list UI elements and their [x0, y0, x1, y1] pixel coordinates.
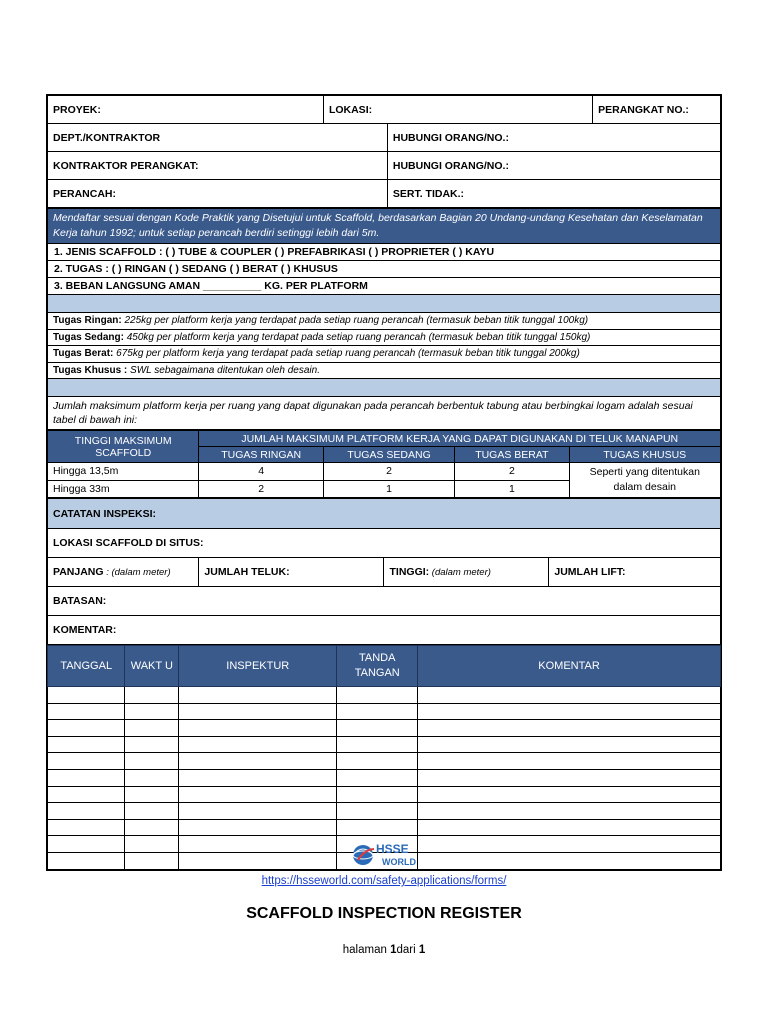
log-cell-tanggal[interactable] — [48, 769, 125, 786]
log-cell-waktu[interactable] — [125, 753, 179, 770]
log-cell-komentar[interactable] — [418, 703, 721, 720]
log-cell-tanda-tangan[interactable] — [337, 720, 418, 737]
log-cell-inspektur[interactable] — [179, 720, 337, 737]
log-cell-waktu[interactable] — [125, 703, 179, 720]
log-cell-komentar[interactable] — [418, 852, 721, 869]
log-cell-waktu[interactable] — [125, 819, 179, 836]
log-cell-tanggal[interactable] — [48, 687, 125, 704]
inspection-table — [47, 498, 721, 645]
tinggi-field[interactable]: TINGGI: (dalam meter) — [384, 558, 549, 587]
log-cell-tanggal[interactable] — [48, 819, 125, 836]
log-cell-komentar[interactable] — [418, 836, 721, 853]
page-indicator: halaman 1dari 1 — [342, 944, 426, 956]
col-tugas-khusus: TUGAS KHUSUS — [569, 447, 720, 463]
row-height: Hingga 13,5m — [48, 463, 199, 481]
log-cell-komentar[interactable] — [418, 753, 721, 770]
option-jenis-scaffold[interactable]: 1. JENIS SCAFFOLD : ( ) TUBE & COUPLER ( ) PREFABRIKASI ( ) PROPRIETER ( ) KAYU — [48, 244, 721, 261]
log-cell-tanggal[interactable] — [48, 852, 125, 869]
catatan-inspeksi-heading: CATATAN INSPEKSI: — [48, 499, 721, 529]
forms-link[interactable]: https://hsseworld.com/safety-applications/forms/ — [261, 875, 507, 887]
log-row — [48, 819, 721, 836]
log-cell-tanda-tangan[interactable] — [337, 786, 418, 803]
hubungi-1-field[interactable]: HUBUNGI ORANG/NO.: — [387, 124, 720, 152]
log-row — [48, 786, 721, 803]
log-cell-tanggal[interactable] — [48, 836, 125, 853]
header-table — [47, 95, 721, 208]
log-row — [48, 753, 721, 770]
inspection-form — [46, 94, 722, 871]
log-cell-inspektur[interactable] — [179, 703, 337, 720]
log-cell-inspektur[interactable] — [179, 852, 337, 869]
log-cell-waktu[interactable] — [125, 720, 179, 737]
col-komentar: KOMENTAR — [418, 646, 721, 687]
page-title: SCAFFOLD INSPECTION REGISTER — [246, 905, 522, 922]
log-cell-komentar[interactable] — [418, 736, 721, 753]
col-tanda-tangan: TANDA TANGAN — [337, 646, 418, 687]
hubungi-2-field[interactable]: HUBUNGI ORANG/NO.: — [387, 152, 720, 180]
log-cell-tanggal[interactable] — [48, 786, 125, 803]
log-cell-inspektur[interactable] — [179, 819, 337, 836]
col-jumlah-maksimum: JUMLAH MAKSIMUM PLATFORM KERJA YANG DAPAT DIGUNAKAN DI TELUK MANAPUN — [199, 431, 721, 447]
log-row — [48, 736, 721, 753]
lokasi-scaffold-field[interactable]: LOKASI SCAFFOLD DI SITUS: — [48, 529, 721, 558]
log-cell-waktu[interactable] — [125, 687, 179, 704]
batasan-field[interactable]: BATASAN: — [48, 587, 721, 616]
log-cell-inspektur[interactable] — [179, 836, 337, 853]
hsse-world-logo — [350, 840, 434, 870]
col-tugas-sedang: TUGAS SEDANG — [323, 447, 454, 463]
logo-text-top: HSSE — [376, 842, 409, 856]
log-row — [48, 803, 721, 820]
jumlah-teluk-field[interactable]: JUMLAH TELUK: — [199, 558, 384, 587]
cell-sedang: 2 — [323, 463, 454, 481]
log-cell-komentar[interactable] — [418, 803, 721, 820]
rules-table — [47, 208, 721, 430]
duty-ringan: Tugas Ringan: 225kg per platform kerja yang terdapat pada setiap ruang perancah (termasuk beban titik tunggal 100kg) — [48, 313, 721, 330]
log-cell-komentar[interactable] — [418, 769, 721, 786]
panjang-field[interactable]: PANJANG : (dalam meter) — [48, 558, 199, 587]
platform-paragraph: Jumlah maksimum platform kerja per ruang yang dapat digunakan pada perancah berbentuk tabung atau berbingkai logam adalah sesuai tabel di bawah ini: — [48, 397, 721, 430]
log-cell-inspektur[interactable] — [179, 803, 337, 820]
cell-khusus: Seperti yang ditentukan dalam desain — [569, 463, 720, 498]
section-divider — [48, 295, 721, 313]
jumlah-lift-field[interactable]: JUMLAH LIFT: — [549, 558, 721, 587]
col-tugas-berat: TUGAS BERAT — [455, 447, 569, 463]
log-row — [48, 703, 721, 720]
log-cell-waktu[interactable] — [125, 786, 179, 803]
proyek-field[interactable]: PROYEK: — [48, 96, 324, 124]
capacity-table — [47, 430, 721, 498]
col-tinggi-maksimum: TINGGI MAKSIMUM SCAFFOLD — [48, 431, 199, 463]
log-cell-tanda-tangan[interactable] — [337, 687, 418, 704]
cell-berat: 1 — [455, 480, 569, 498]
col-tugas-ringan: TUGAS RINGAN — [199, 447, 324, 463]
log-cell-waktu[interactable] — [125, 736, 179, 753]
sert-tidak-field[interactable]: SERT. TIDAK.: — [387, 180, 720, 208]
log-cell-tanggal[interactable] — [48, 736, 125, 753]
log-cell-inspektur[interactable] — [179, 687, 337, 704]
dept-field[interactable]: DEPT./KONTRAKTOR — [48, 124, 388, 152]
log-cell-tanda-tangan[interactable] — [337, 803, 418, 820]
log-cell-waktu[interactable] — [125, 852, 179, 869]
col-inspektur: INSPEKTUR — [179, 646, 337, 687]
lokasi-field[interactable]: LOKASI: — [323, 96, 592, 124]
komentar-field[interactable]: KOMENTAR: — [48, 616, 721, 645]
globe-icon — [350, 840, 434, 870]
log-cell-inspektur[interactable] — [179, 753, 337, 770]
log-cell-waktu[interactable] — [125, 836, 179, 853]
log-cell-komentar[interactable] — [418, 687, 721, 704]
regulation-note: Mendaftar sesuai dengan Kode Praktik yang Disetujui untuk Scaffold, berdasarkan Bagian 20 Undang-undang Kesehatan dan Keselamatan Kerja tahun 1992; untuk setiap perancah berdiri setinggi lebih dari 5m. — [48, 209, 721, 244]
duty-khusus: Tugas Khusus : SWL sebagaimana ditentukan oleh desain. — [48, 362, 721, 379]
logo-text-bottom: WORLD — [382, 857, 416, 867]
log-cell-tanda-tangan[interactable] — [337, 769, 418, 786]
log-cell-inspektur[interactable] — [179, 736, 337, 753]
duty-berat: Tugas Berat: 675kg per platform kerja yang terdapat pada setiap ruang perancah (termasuk beban titik tunggal 200kg) — [48, 346, 721, 363]
log-cell-waktu[interactable] — [125, 803, 179, 820]
kontraktor-perangkat-field[interactable]: KONTRAKTOR PERANGKAT: — [48, 152, 388, 180]
log-cell-komentar[interactable] — [418, 786, 721, 803]
perangkat-no-field[interactable]: PERANGKAT NO.: — [593, 96, 721, 124]
col-waktu: WAKT U — [125, 646, 179, 687]
log-cell-inspektur[interactable] — [179, 769, 337, 786]
section-divider — [48, 379, 721, 397]
log-cell-tanda-tangan[interactable] — [337, 736, 418, 753]
log-cell-komentar[interactable] — [418, 720, 721, 737]
cell-sedang: 1 — [323, 480, 454, 498]
log-cell-tanggal[interactable] — [48, 720, 125, 737]
col-tanggal: TANGGAL — [48, 646, 125, 687]
duty-sedang: Tugas Sedang: 450kg per platform kerja yang terdapat pada setiap ruang perancah (termasuk beban titik tunggal 150kg) — [48, 329, 721, 346]
log-cell-tanggal[interactable] — [48, 803, 125, 820]
log-cell-waktu[interactable] — [125, 769, 179, 786]
option-beban[interactable]: 3. BEBAN LANGSUNG AMAN __________ KG. PER PLATFORM — [48, 278, 721, 295]
log-cell-tanda-tangan[interactable] — [337, 703, 418, 720]
log-row — [48, 687, 721, 704]
perancah-field[interactable]: PERANCAH: — [48, 180, 388, 208]
log-cell-komentar[interactable] — [418, 819, 721, 836]
log-cell-inspektur[interactable] — [179, 786, 337, 803]
inspection-log-table — [47, 645, 721, 870]
row-height: Hingga 33m — [48, 480, 199, 498]
table-row — [48, 463, 721, 481]
option-tugas[interactable]: 2. TUGAS : ( ) RINGAN ( ) SEDANG ( ) BERAT ( ) KHUSUS — [48, 261, 721, 278]
cell-ringan: 4 — [199, 463, 324, 481]
log-cell-tanggal[interactable] — [48, 703, 125, 720]
cell-berat: 2 — [455, 463, 569, 481]
log-cell-tanggal[interactable] — [48, 753, 125, 770]
log-row — [48, 720, 721, 737]
log-cell-tanda-tangan[interactable] — [337, 753, 418, 770]
log-row — [48, 769, 721, 786]
cell-ringan: 2 — [199, 480, 324, 498]
log-cell-tanda-tangan[interactable] — [337, 819, 418, 836]
